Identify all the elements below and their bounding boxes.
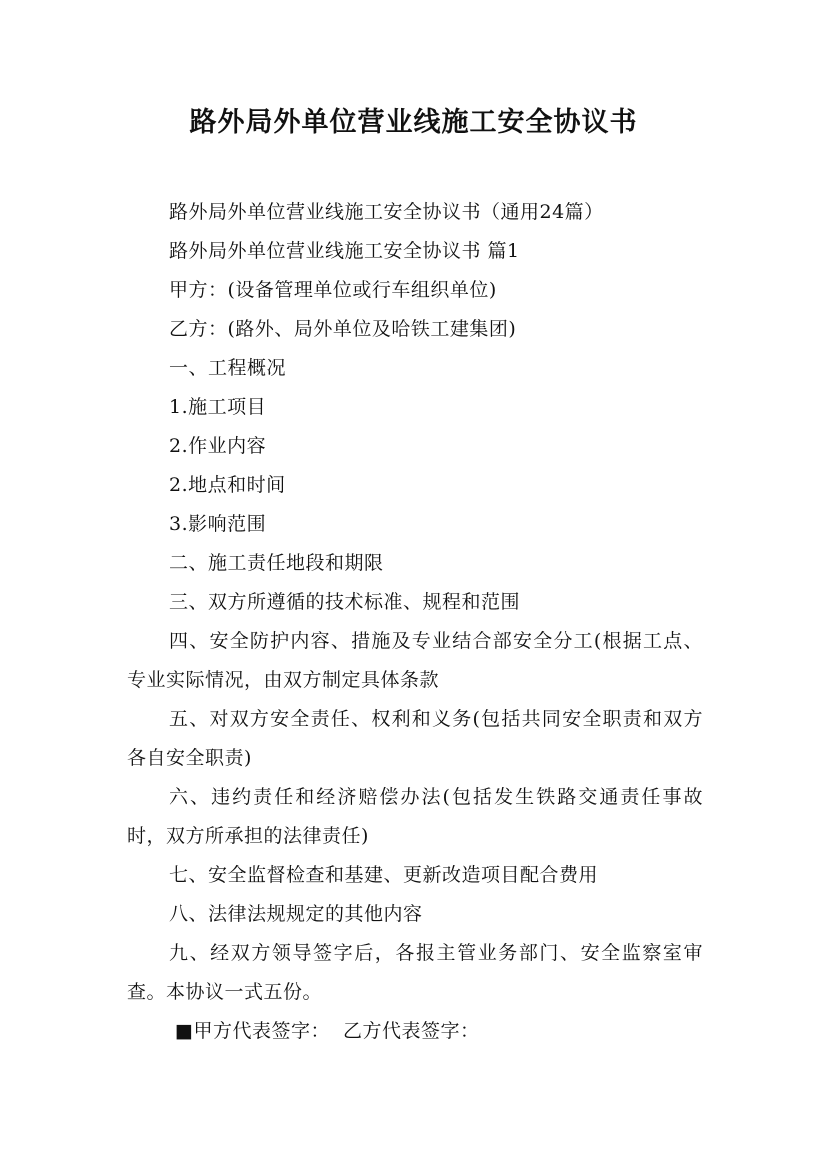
- paragraph: 2.作业内容: [169, 435, 267, 457]
- paragraph: 1.施工项目: [169, 396, 267, 418]
- paragraph: 乙方：(路外、局外单位及哈铁工建集团): [169, 318, 517, 340]
- signature-line: ■甲方代表签字： 乙方代表签字：: [175, 1020, 480, 1042]
- paragraph: 三、双方所遵循的技术标准、规程和范围: [169, 591, 521, 613]
- paragraph: 一、工程概况: [169, 357, 287, 379]
- paragraph: 四、安全防护内容、措施及专业结合部安全分工(根据工点、专业实际情况，由双方制定具体条款: [127, 630, 703, 691]
- paragraph: 六、违约责任和经济赔偿办法(包括发生铁路交通责任事故时，双方所承担的法律责任): [127, 786, 703, 847]
- paragraph: 甲方：(设备管理单位或行车组织单位): [169, 279, 497, 301]
- paragraph: 二、施工责任地段和期限: [169, 552, 384, 574]
- document-title: 路外局外单位营业线施工安全协议书: [189, 107, 638, 138]
- document-body: [127, 193, 703, 1051]
- paragraph: 路外局外单位营业线施工安全协议书 篇1: [169, 240, 520, 262]
- paragraph: 3.影响范围: [169, 513, 267, 535]
- paragraph: 2.地点和时间: [169, 474, 286, 496]
- paragraph: 五、对双方安全责任、权利和义务(包括共同安全职责和双方各自安全职责): [127, 708, 703, 769]
- paragraph: 八、法律法规规定的其他内容: [169, 903, 423, 925]
- paragraph: 七、安全监督检查和基建、更新改造项目配合费用: [169, 864, 599, 886]
- paragraph: 路外局外单位营业线施工安全协议书（通用24篇）: [169, 201, 604, 223]
- paragraph: 九、经双方领导签字后，各报主管业务部门、安全监察室审查。本协议一式五份。: [127, 942, 703, 1003]
